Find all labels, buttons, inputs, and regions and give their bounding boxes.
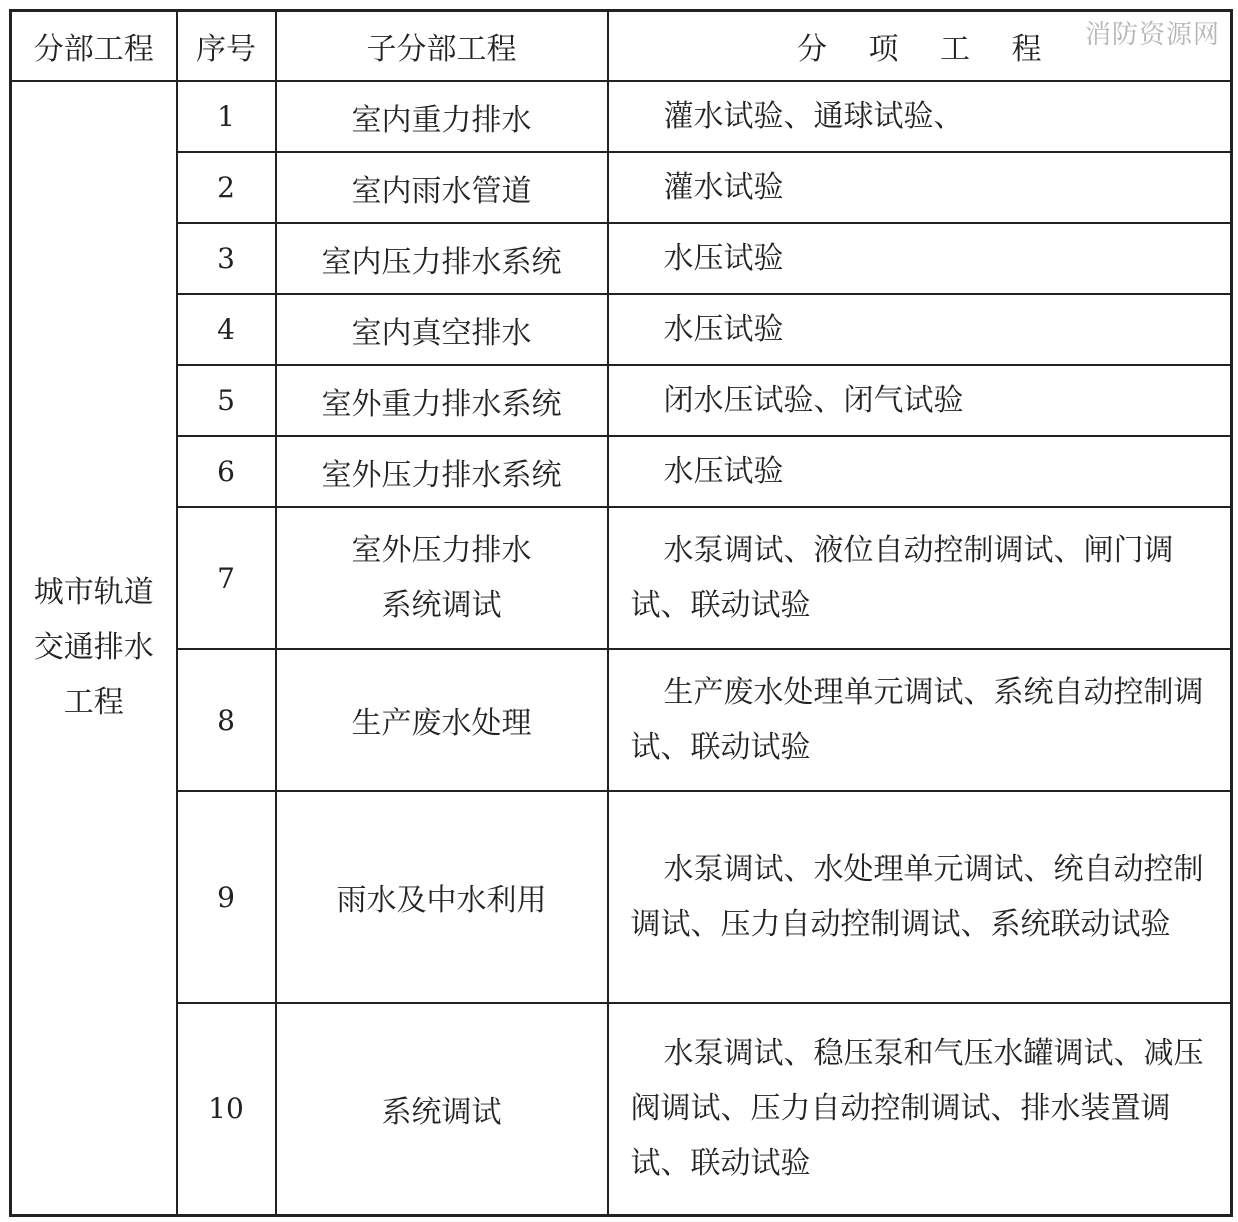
subdivision-cell: 室外重力排水系统	[276, 365, 608, 436]
row-number: 9	[177, 791, 276, 1003]
items-cell: 水泵调试、稳压泵和气压水罐调试、减压阀调试、压力自动控制调试、排水装置调试、联动试验	[608, 1003, 1232, 1215]
table-row	[11, 365, 1232, 436]
row-number: 5	[177, 365, 276, 436]
subdivision-cell	[276, 507, 608, 649]
items-cell: 闭水压试验、闭气试验	[608, 365, 1232, 436]
subdivision-cell: 室内压力排水系统	[276, 223, 608, 294]
subdivision-line: 系统调试	[381, 588, 502, 623]
row-number: 8	[177, 649, 276, 791]
items-cell: 灌水试验、通球试验、	[608, 81, 1232, 152]
header-number: 序号	[177, 11, 276, 82]
subdivision-cell: 生产废水处理	[276, 649, 608, 791]
header-division: 分部工程	[11, 11, 177, 82]
subdivision-line: 室外压力排水	[351, 533, 532, 568]
table-row	[11, 1003, 1232, 1215]
division-line: 工程	[63, 685, 124, 721]
table-row	[11, 223, 1232, 294]
table-row	[11, 436, 1232, 507]
table-row	[11, 81, 1232, 152]
items-cell: 水泵调试、水处理单元调试、统自动控制调试、压力自动控制调试、系统联动试验	[608, 791, 1232, 1003]
header-items: 分 项 工 程	[608, 11, 1232, 82]
row-number: 6	[177, 436, 276, 507]
row-number: 7	[177, 507, 276, 649]
division-line: 交通排水	[33, 630, 154, 666]
table-row	[11, 152, 1232, 223]
header-subdivision: 子分部工程	[276, 11, 608, 82]
subdivision-cell: 室外压力排水系统	[276, 436, 608, 507]
row-number: 2	[177, 152, 276, 223]
items-cell: 水压试验	[608, 223, 1232, 294]
items-cell: 水压试验	[608, 294, 1232, 365]
row-number: 4	[177, 294, 276, 365]
subdivision-cell: 系统调试	[276, 1003, 608, 1215]
row-number: 1	[177, 81, 276, 152]
items-cell: 水压试验	[608, 436, 1232, 507]
subdivision-cell: 室内真空排水	[276, 294, 608, 365]
subdivision-cell: 室内雨水管道	[276, 152, 608, 223]
row-number: 10	[177, 1003, 276, 1215]
table-row	[11, 649, 1232, 791]
watermark: 消防资源网	[1084, 20, 1220, 50]
division-cell	[11, 81, 177, 1215]
engineering-table	[9, 9, 1233, 1217]
table-row	[11, 791, 1232, 1003]
division-line: 城市轨道	[33, 575, 154, 611]
items-cell: 灌水试验	[608, 152, 1232, 223]
subdivision-cell: 雨水及中水利用	[276, 791, 608, 1003]
subdivision-cell: 室内重力排水	[276, 81, 608, 152]
table-row	[11, 507, 1232, 649]
table-row	[11, 294, 1232, 365]
items-cell: 生产废水处理单元调试、系统自动控制调试、联动试验	[608, 649, 1232, 791]
items-cell: 水泵调试、液位自动控制调试、闸门调试、联动试验	[608, 507, 1232, 649]
row-number: 3	[177, 223, 276, 294]
header-row	[11, 11, 1232, 82]
